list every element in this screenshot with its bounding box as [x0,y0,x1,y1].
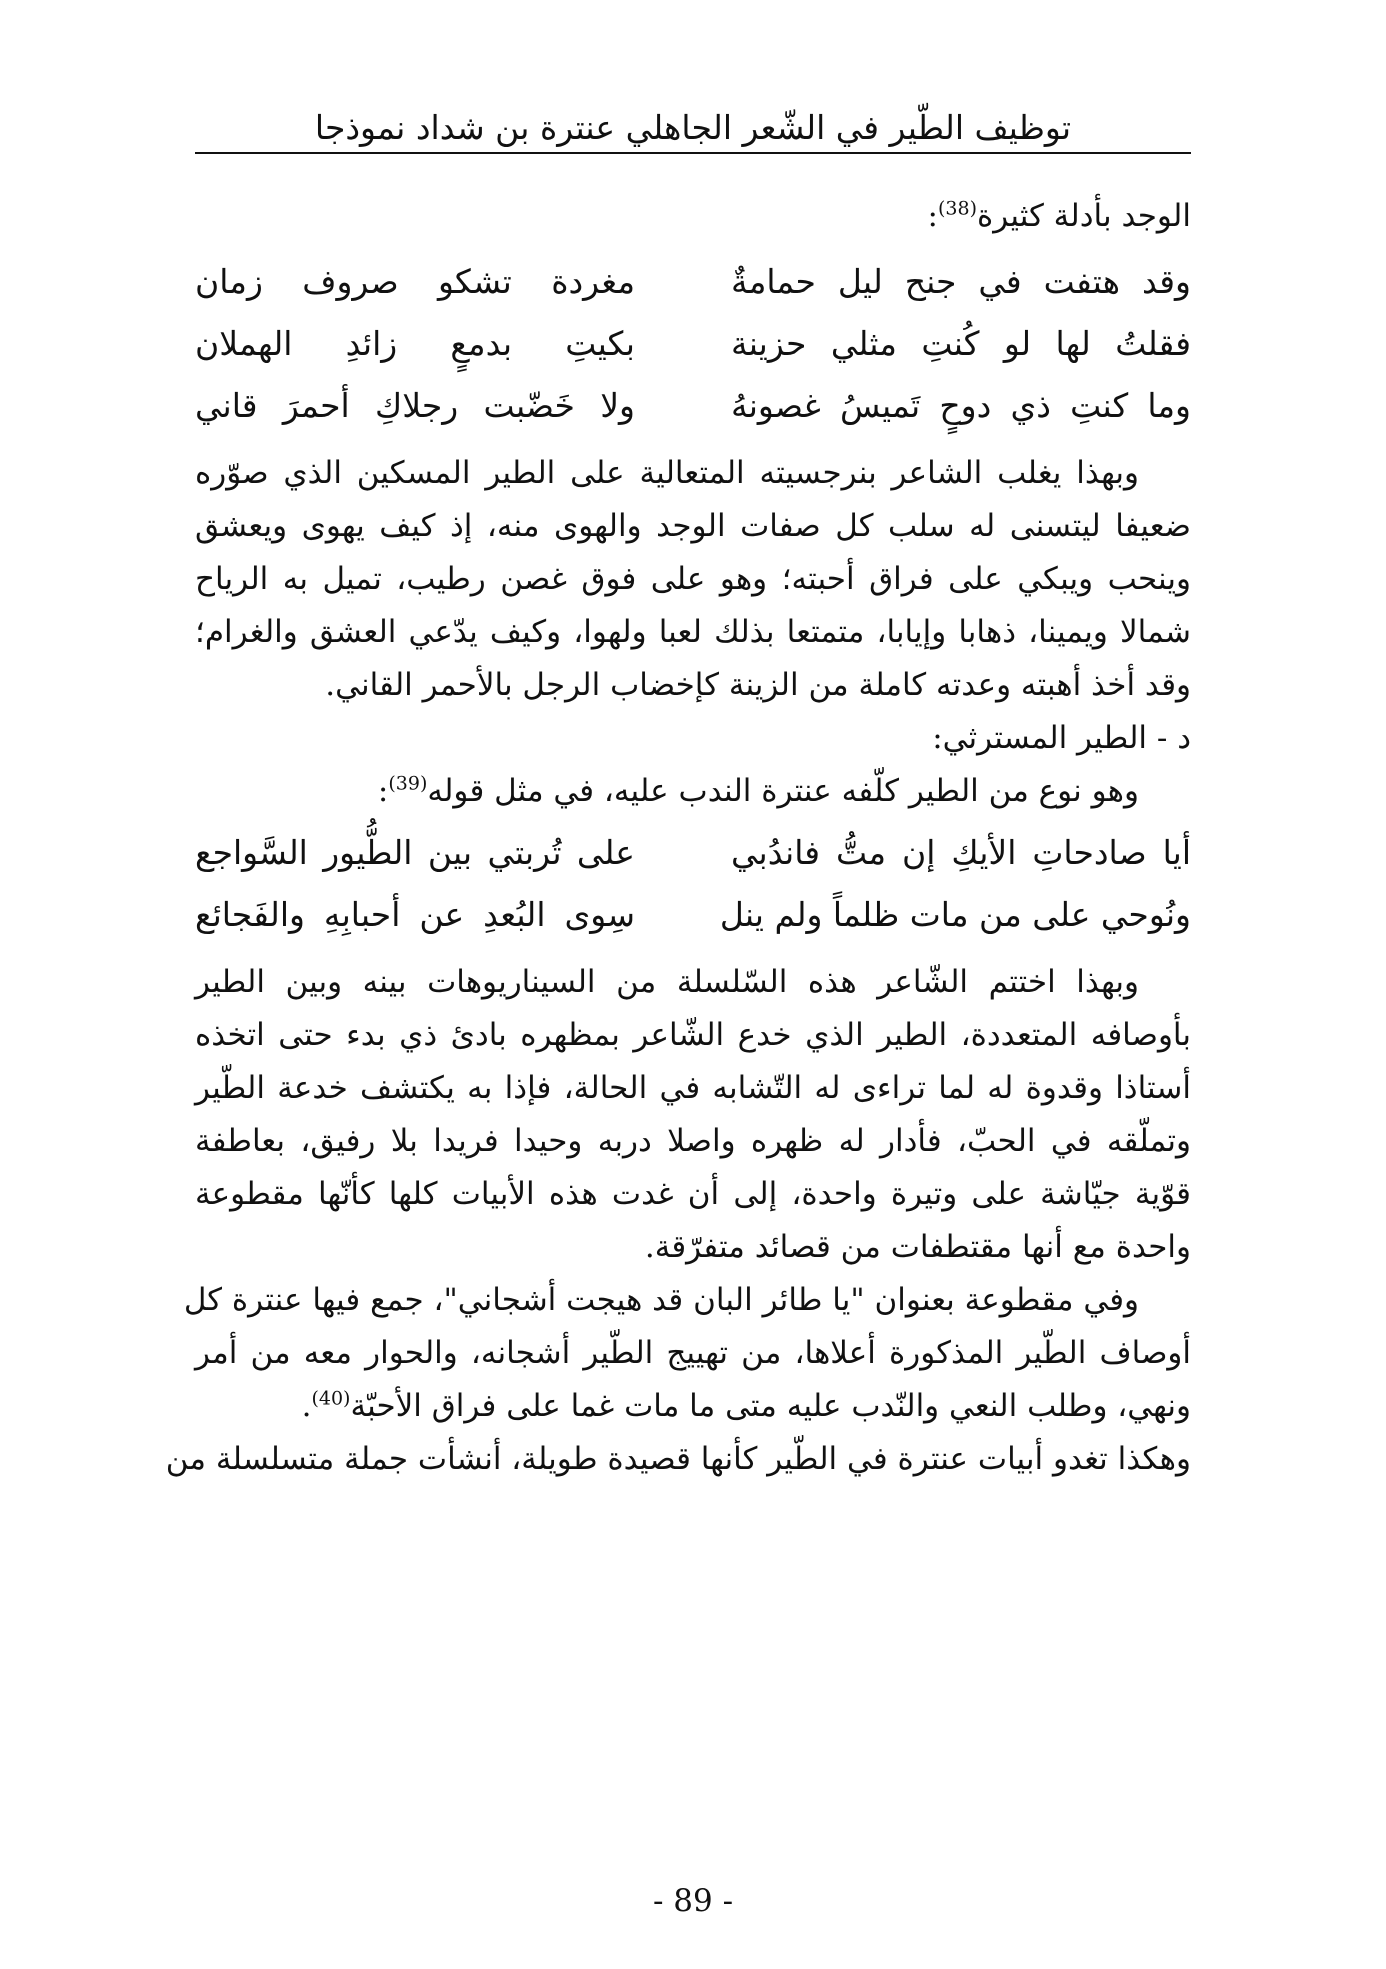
page-number: - 89 - [652,1883,734,1919]
verse [195,822,1191,884]
paragraph-line: وتملّقه في الحبّ، فأدار له ظهره واصلا دربه وحيدا فريدا بلا رفيق، بعاطفة [195,1123,1191,1159]
poem-verses-a [195,251,1191,437]
verse [195,313,1191,375]
paragraph-3 [183,1274,1191,1433]
verse-first-hemistich: وقد هتفت في جنح ليل حمامةٌ [731,262,1191,301]
paragraph-line: ضعيفا ليتسنى له سلب كل صفات الوجد والهوى منه، إذ كيف يهوى ويعشق [195,508,1191,544]
paragraph-line: أوصاف الطّير المذكورة أعلاها، من تهييج الطّير أشجانه، والحوار معه من أمر [195,1335,1191,1371]
header-rule [195,152,1191,154]
verse [195,884,1191,946]
intro2-line [195,765,1191,818]
running-header: توظيف الطّير في الشّعر الجاهلي عنترة بن شداد نموذجا [314,108,1072,147]
verse [195,251,1191,313]
paragraph-line: أستاذا وقدوة له لما تراءى له التّشابه في الحالة، فإذا به يكتشف خدعة الطّير [195,1070,1191,1106]
verse-first-hemistich: أيا صادحاتِ الأيكِ إن متُّ فاندُبي [731,833,1191,872]
paragraph-line: وفي مقطوعة بعنوان "يا طائر البان قد هيجت أشجاني"، جمع فيها عنترة كل [183,1282,1139,1318]
page-content [165,190,1191,1486]
verse-second-hemistich: على تُربتي بين الطُّيور السَّواجع [195,833,635,872]
verse-first-hemistich: فقلتُ لها لو كُنتِ مثلي حزينة [731,324,1191,363]
footnote-ref-38: (38) [937,197,978,220]
intro-line [195,190,1191,243]
intro2-text: وهو نوع من الطير كلّفه عنترة الندب عليه، في مثل قوله [427,773,1139,809]
paragraph-3-last-text: ونهي، وطلب النعي والنّدب عليه متى ما مات غما على فراق الأحبّة [350,1388,1191,1424]
paragraph-line: بأوصافه المتعددة، الطير الذي خدع الشّاعر بمظهره بادئ ذي بدء حتى اتخذه [195,1017,1191,1053]
verse-second-hemistich: سِوى البُعدِ عن أحبابِهِ والفَجائع [195,895,635,934]
verse [195,375,1191,437]
paragraph-4-line: وهكذا تغدو أبيات عنترة في الطّير كأنها قصيدة طويلة، أنشأت جملة متسلسلة من [165,1441,1191,1477]
verse-first-hemistich: ونُوحي على من مات ظلماً ولم ينل [719,895,1191,934]
verse-first-hemistich: وما كنتِ ذي دوحٍ تَميسُ غصونهُ [731,386,1191,425]
section-heading-d: د - الطير المسترثي: [932,720,1191,756]
verse-second-hemistich: مغردة تشكو صروف زمان [195,262,635,301]
paragraph-line [195,1380,1191,1433]
paragraph-1 [195,447,1191,712]
paragraph-line: وبهذا اختتم الشّاعر هذه السّلسلة من السيناريوهات بينه وبين الطير [195,964,1139,1000]
paragraph-line: وبهذا يغلب الشاعر بنرجسيته المتعالية على الطير المسكين الذي صوّره [195,455,1139,491]
verse-second-hemistich: بكيتِ بدمعٍ زائدِ الهملان [195,324,635,363]
intro2-colon: : [377,773,389,809]
paragraph-line: وقد أخذ أهبته وعدته كاملة من الزينة كإخضاب الرجل بالأحمر القاني. [325,667,1191,703]
paragraph-line: واحدة مع أنها مقتطفات من قصائد متفرّقة. [644,1229,1191,1265]
paragraph-line: شمالا ويمينا، ذهابا وإيابا، متمتعا بذلك لعبا ولهوا، وكيف يدّعي العشق والغرام؛ [195,614,1191,650]
intro-colon: : [927,198,938,234]
intro-text: الوجد بأدلة كثيرة [977,198,1191,234]
paragraph-3-period: . [301,1388,312,1424]
verse-second-hemistich: ولا خَضّبت رجلاكِ أحمرَ قاني [195,386,635,425]
poem-verses-b [195,822,1191,946]
paragraph-2 [195,956,1191,1274]
footnote-ref-40: (40) [311,1387,351,1410]
footnote-ref-39: (39) [388,772,428,795]
paragraph-line: وينحب ويبكي على فراق أحبته؛ وهو على فوق غصن رطيب، تميل به الرياح [195,561,1191,597]
paragraph-line: قوّية جيّاشة على وتيرة واحدة، إلى أن غدت هذه الأبيات كلها كأنّها مقطوعة [195,1176,1191,1212]
